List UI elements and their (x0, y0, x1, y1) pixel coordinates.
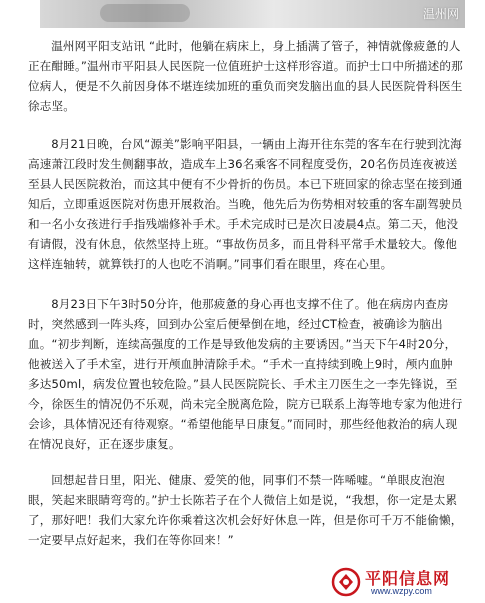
logo-emblem-icon (331, 567, 361, 597)
paragraph-2: 8月21日晚，台风“源美”影响平阳县，一辆由上海开往东莞的客车在行驶到沈海高速萧江段时发生侧翻事故，造成车上36名乘客不同程度受伤，20名伤员连夜被送至县人民医院救治，而这其中便有不少骨折的伤员。本已下班回家的徐志坚在接到通知后，立即重返医院对伤患开展救治。当晚，他先后为伤势相对较重的客车副驾驶员和一名小女孩进行手指残端修补手术。手术完成时已是次日凌晨4点。第二天，他没有请假，没有休息，依然坚持上班。“事故伤员多，而且骨科平常手术量较大。像他这样连轴转，就算铁打的人也吃不消啊。”同事们看在眼里，疼在心里。 (28, 137, 463, 271)
paragraph-1: 温州网平阳支站讯 “此时，他躺在病床上，身上插满了管子，神情就像疲惫的人正在酣睡。”温州市平阳县人民医院一位值班护士这样形容道。而护士口中所描述的那位病人，便是不久前因身体不堪连续加班的重负而突发脑出血的县人民医院骨科医生徐志坚。 (28, 39, 463, 113)
logo-url: www.wzpy.com (371, 586, 432, 596)
photo-watermark: 温州网 (422, 7, 459, 21)
photo-shadow (100, 4, 190, 22)
site-logo-watermark (329, 566, 479, 600)
article-body (28, 36, 464, 564)
logo-name: 平阳信息网 (365, 569, 451, 588)
article-photo (40, 0, 465, 28)
paragraph-3: 8月23日下午3时50分许，他那疲惫的身心再也支撑不住了。他在病房内查房时，突然感到一阵头疼，回到办公室后便晕倒在地，经过CT检查，被确诊为脑出血。“初步判断，连续高强度的工作是导致他发病的主要诱因。”当天下午4时20分，他被送入了手术室，进行开颅血肿清除手术。“手术一直持续到晚上9时，颅内血肿多达50ml，病发位置也较危险。”县人民医院院长、手术主刀医生之一李先锋说，至今，徐医生的情况仍不乐观，尚未完全脱离危险，院方已联系上海等地专家为他进行会诊，具体情况还有待观察。“希望他能早日康复。”而同时，那些经他救治的病人现在情况良好，正在逐步康复。 (28, 297, 463, 451)
paragraph-4: 回想起昔日里，阳光、健康、爱笑的他，同事们不禁一阵唏嘘。“单眼皮泡泡眼，笑起来眼睛弯弯的。”护士长陈若子在个人微信上如是说，“我想，你一定是太累了，那好吧！我们大家允许你乘着这次机会好好休息一阵，但是你可千万不能偷懒，一定要早点好起来，我们在等你回来！” (28, 473, 463, 547)
